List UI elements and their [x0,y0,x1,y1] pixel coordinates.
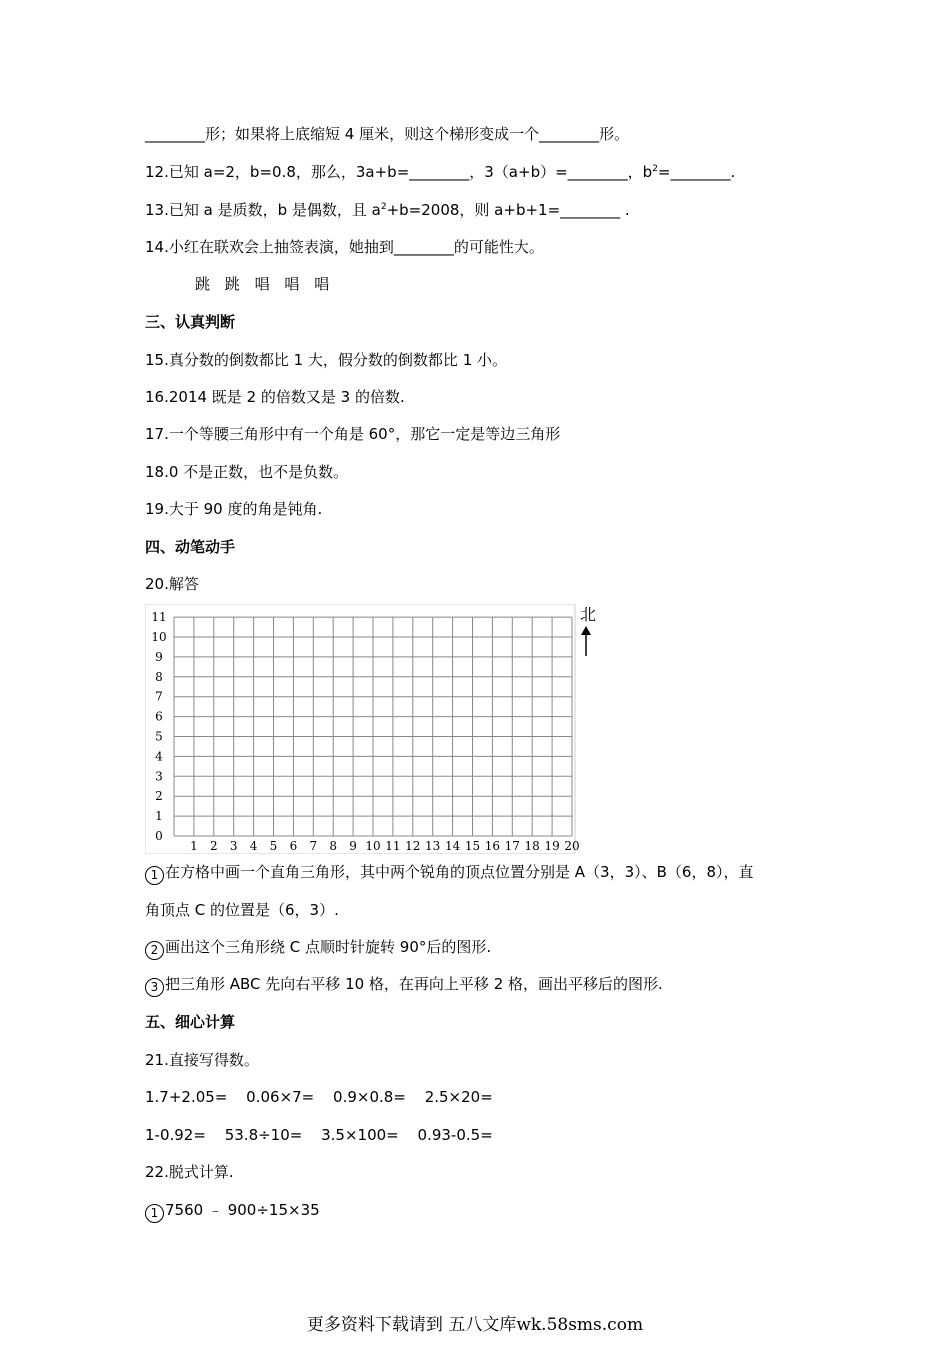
x-tick-label: 15 [464,839,481,853]
question-15: 15.真分数的倒数都比 1 大，假分数的倒数都比 1 小。 [145,351,508,369]
choice-item: 唱 [254,275,271,293]
calc-item: 1-0.92= [145,1126,206,1144]
question-20: 20.解答 [145,575,199,593]
x-tick-label: 7 [309,839,318,853]
section-5-heading: 五、细心计算 [145,1013,236,1031]
x-tick-label: 10 [365,839,381,853]
q21-row-1 [145,1087,493,1107]
x-tick-label: 9 [349,839,357,853]
q11-continuation: ________形；如果将上底缩短 4 厘米，则这个梯形变成一个________形。 [145,125,630,143]
question-19: 19.大于 90 度的角是钝角. [145,500,323,518]
question-16: 16.2014 既是 2 的倍数又是 3 的倍数. [145,388,405,406]
choice-item: 跳 [195,275,212,293]
choice-item: 跳 [224,275,241,293]
q20-part-1-line-2: 角顶点 C 的位置是（6，3）. [145,901,339,919]
x-tick-label: 3 [229,839,238,853]
q12-superscript: 2 [652,164,658,174]
coordinate-grid [145,604,605,854]
calc-item: 0.9×0.8= [333,1088,406,1106]
x-tick-label: 13 [425,839,441,853]
choice-item: 唱 [314,275,331,293]
q12-text-a: 12.已知 a=2，b=0.8，那么，3a+b=________，3（a+b）=________，b [145,163,653,181]
y-tick-label: 11 [151,610,167,625]
x-tick-label: 16 [484,839,501,853]
y-tick-label: 5 [155,729,163,744]
question-21: 21.直接写得数。 [145,1051,259,1069]
x-tick-label: 12 [405,839,421,853]
y-tick-label: 4 [155,749,163,764]
x-tick-label: 8 [329,839,338,853]
calc-item: 0.93-0.5= [417,1126,493,1144]
x-tick-label: 14 [444,839,461,853]
question-22: 22.脱式计算. [145,1163,234,1181]
q13-text-a: 13.已知 a 是质数，b 是偶数，且 a [145,201,381,219]
calc-item: 1.7+2.05= [145,1088,228,1106]
q21-row-2 [145,1125,493,1145]
circled-number-1: 1 [145,866,164,885]
calc-item: 3.5×100= [321,1126,399,1144]
y-tick-label: 0 [155,829,163,843]
q22-part-1-text: 7560 ﹣ 900÷15×35 [165,1201,320,1219]
calc-item: 53.8÷10= [224,1126,303,1144]
y-tick-label: 8 [155,669,163,684]
north-label: 北 [579,605,597,624]
x-tick-label: 5 [269,839,278,853]
q20-part-1-text: 在方格中画一个直角三角形，其中两个锐角的顶点位置分别是 A（3，3）、B（6，8），直 [165,863,754,881]
x-tick-label: 11 [385,839,401,853]
y-tick-label: 2 [155,789,163,804]
circled-number-3: 3 [145,978,164,997]
circled-number-2: 2 [145,941,164,960]
q14-choices [195,274,338,294]
x-tick-label: 20 [564,839,580,853]
choice-item: 唱 [284,275,301,293]
x-tick-label: 17 [504,839,520,853]
y-tick-label: 3 [155,769,163,784]
x-tick-label: 4 [249,839,258,853]
circled-number-1: 1 [145,1204,164,1223]
question-13 [145,200,630,220]
section-3-heading: 三、认真判断 [145,313,236,331]
x-tick-label: 18 [524,839,540,853]
calc-item: 2.5×20= [424,1088,493,1106]
x-tick-label: 1 [190,839,198,853]
north-arrow-icon [581,626,591,635]
x-tick-label: 2 [209,839,218,853]
footer-watermark: 更多资料下载请到 五八文库wk.58sms.com [306,1315,644,1335]
y-tick-label: 9 [155,649,163,664]
q20-part-2 [145,937,491,960]
q13-text-b: +b=2008，则 a+b+1=________ . [386,201,630,219]
q20-part-3-text: 把三角形 ABC 先向右平移 10 格，在再向上平移 2 格，画出平移后的图形. [165,975,663,993]
x-tick-label: 6 [289,839,298,853]
question-12 [145,162,735,182]
y-tick-label: 10 [151,630,167,644]
q20-part-3 [145,974,663,997]
question-17: 17.一个等腰三角形中有一个角是 60°，那它一定是等边三角形 [145,425,561,443]
q13-superscript: 2 [380,202,387,212]
q22-part-1 [145,1200,320,1223]
calc-item: 0.06×7= [246,1088,315,1106]
question-14: 14.小红在联欢会上抽签表演，她抽到________的可能性大。 [145,238,544,256]
section-4-heading: 四、动笔动手 [145,538,236,556]
question-18: 18.0 不是正数，也不是负数。 [145,463,349,481]
y-tick-label: 6 [155,709,163,724]
x-tick-label: 19 [544,839,560,853]
q12-text-b: =________. [657,163,736,181]
y-tick-label: 7 [155,689,163,704]
q20-part-2-text: 画出这个三角形绕 C 点顺时针旋转 90°后的图形. [165,938,492,956]
y-tick-label: 1 [155,809,163,824]
q20-part-1-line-1 [145,862,754,885]
